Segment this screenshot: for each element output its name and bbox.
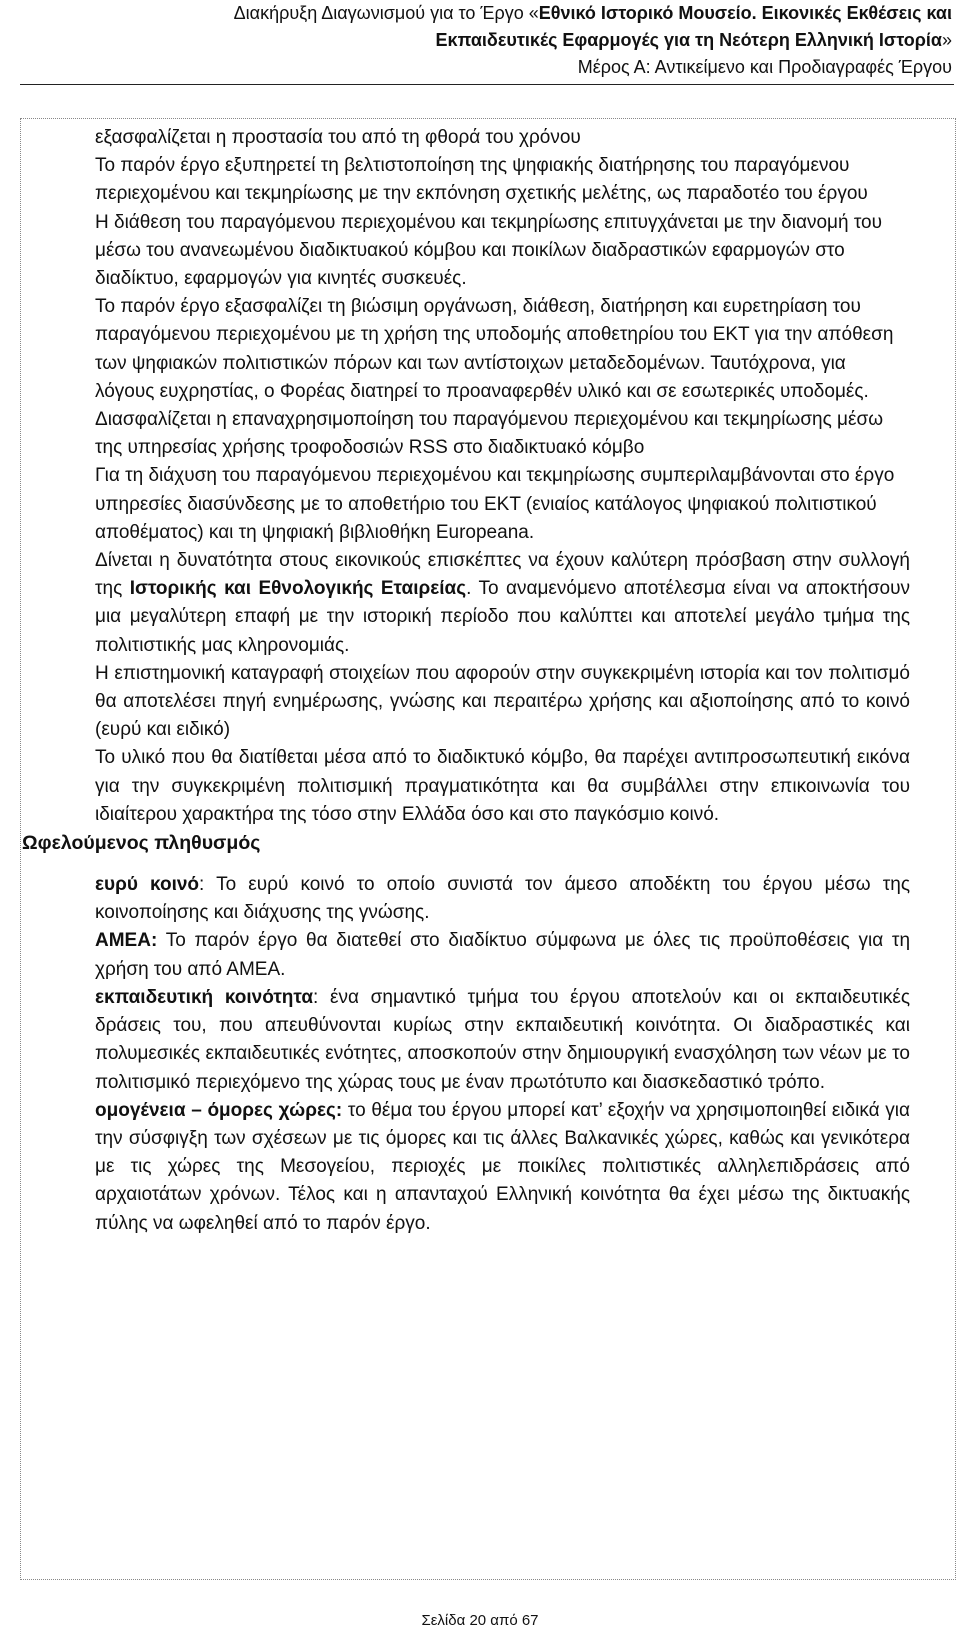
- document-body: [0, 124, 960, 1238]
- beneficiary-item: ευρύ κοινό: Το ευρύ κοινό το οποίο συνιστά τον άμεσο αποδέκτη του έργου μέσω της κοινοποίησης και διάχυσης της γνώσης.: [95, 874, 910, 924]
- beneficiary-item: ΑΜΕΑ: Το παρόν έργο θα διατεθεί στο διαδίκτυο σύμφωνα με όλες τις προϋποθέσεις για τη χρήση του από ΑΜΕΑ.: [95, 930, 911, 980]
- header-line-2: Εκπαιδευτικές Εφαρμογές για τη Νεότερη Ελληνική Ιστορία»: [435, 30, 952, 50]
- header-divider: [20, 84, 954, 85]
- paragraph-6: Για τη διάχυση του παραγόμενου περιεχομένου και τεκμηρίωσης συμπεριλαμβάνονται στο έργο υπηρεσίες διασύνδεσης με το αποθετήριο του ΕΚΤ (ενιαίος κατάλογος ψηφιακού πολιτιστικού αποθέματος) και τη ψηφιακή βιβλιοθήκη Europeana.: [95, 465, 895, 543]
- beneficiary-item: ομογένεια – όμορες χώρες: το θέμα του έργου μπορεί κατ’ εξοχήν να χρησιμοποιηθεί ειδικά για την σύσφιγξη των σχέσεων με τις όμορες και τις άλλες Βαλκανικές χώρες, καθώς και γενικότερα με τις χώρες της Μεσογείου, περιοχές με ποικίλες πολιτιστικές αλληλεπιδράσεις από αρχαιοτάτων χρόνων. Τέλος και η απανταχού Ελληνική κοινότητα θα έχει μέσω της δικτυακής πύλης να ωφεληθεί από το παρόν έργο.: [95, 1099, 910, 1234]
- paragraph-3: Η διάθεση του παραγόμενου περιεχομένου και τεκμηρίωσης επιτυγχάνεται με την διανομή του μέσω του ανανεωμένου διαδικτυακού κόμβου και ποικίλων διαδραστικών εφαρμογών στο διαδίκτυο, εφαρμογών για κινητές συσκευές.: [95, 211, 883, 290]
- paragraph-2: Το παρόν έργο εξυπηρετεί τη βελτιστοποίηση της ψηφιακής διατήρησης του παραγόμενου περιεχομένου και τεκμηρίωσης με την εκπόνηση σχετικής μελέτης, ως παραδοτέο του έργου: [95, 155, 868, 205]
- paragraph-9: Το υλικό που θα διατίθεται μέσα από το διαδικτυκό κόμβο, θα παρέχει αντιπροσωπευτική εικόνα για την συγκεκριμένη πολιτισμική πραγματικότητα και θα συμβάλλει στην επικοινωνία του ιδιαίτερου χαρακτήρα της τόσο στην Ελλάδα όσο και στο παγκόσμιο κοινό.: [95, 747, 910, 825]
- section-heading: Ωφελούμενος πληθυσμός: [22, 832, 261, 855]
- beneficiary-item: εκπαιδευτική κοινότητα: ένα σημαντικό τμήμα του έργου αποτελούν και οι εκπαιδευτικές δράσεις του, που απευθύνονται κυρίως στην εκπαιδευτική κοινότητα. Οι διαδραστικές και πολυμεσικές εκπαιδευτικές ενότητες, αποσκοπούν στην δημιουργική ενασχόληση των νέων με το πολιτισμικό περιεχόμενο της χώρας τους με έναν πρωτότυπο και διασκεδαστικό τρόπο.: [95, 986, 910, 1093]
- paragraph-8: Η επιστημονική καταγραφή στοιχείων που αφορούν στην συγκεκριμένη ιστορία και τον πολιτισμό θα αποτελέσει πηγή ενημέρωσης, γνώσης και περαιτέρω χρήσης και αξιοποίησης από το κοινό (ευρύ και ειδικό): [95, 662, 910, 741]
- page-number: Σελίδα 20 από 67: [421, 1612, 539, 1629]
- paragraph-7: Δίνεται η δυνατότητα στους εικονικούς επισκέπτες να έχουν καλύτερη πρόσβαση στην συλλογή της Ιστορικής και Εθνολογικής Εταιρείας. Το αναμενόμενο αποτέλεσμα είναι να αποκτήσουν μια μεγαλύτερη επαφή με την ιστορική περίοδο που καλύπτει και αποτελεί μεγάλο τμήμα της πολιτιστικής μας κληρονομιάς.: [95, 550, 911, 656]
- header-line-1: Διακήρυξη Διαγωνισμού για το Έργο «Εθνικό Ιστορικό Μουσείο. Εικονικές Εκθέσεις και: [233, 3, 952, 23]
- page-header: [0, 0, 952, 81]
- paragraph-1: εξασφαλίζεται η προστασία του από τη φθορά του χρόνου: [95, 127, 581, 148]
- paragraph-5: Διασφαλίζεται η επαναχρησιμοποίηση του παραγόμενου περιεχομένου και τεκμηρίωσης μέσω της υπηρεσίας χρήσης τροφοδοσιών RSS στο διαδικτυακό κόμβο: [95, 409, 884, 459]
- header-line-3: Μέρος Α: Αντικείμενο και Προδιαγραφές Έργου: [577, 57, 952, 77]
- paragraph-4: Το παρόν έργο εξασφαλίζει τη βιώσιμη οργάνωση, διάθεση, διατήρηση και ευρετηρίαση του παραγόμενου περιεχομένου με τη χρήση της υποδομής αποθετηρίου του ΕΚΤ για την απόθεση των ψηφιακών πολιτιστικών πόρων και των αντίστοιχων μεταδεδομένων. Ταυτόχρονα, για λόγους ευχρηστίας, ο Φορέας διατηρεί το προαναφερθέν υλικό και σε εσωτερικές υποδομές.: [95, 296, 894, 402]
